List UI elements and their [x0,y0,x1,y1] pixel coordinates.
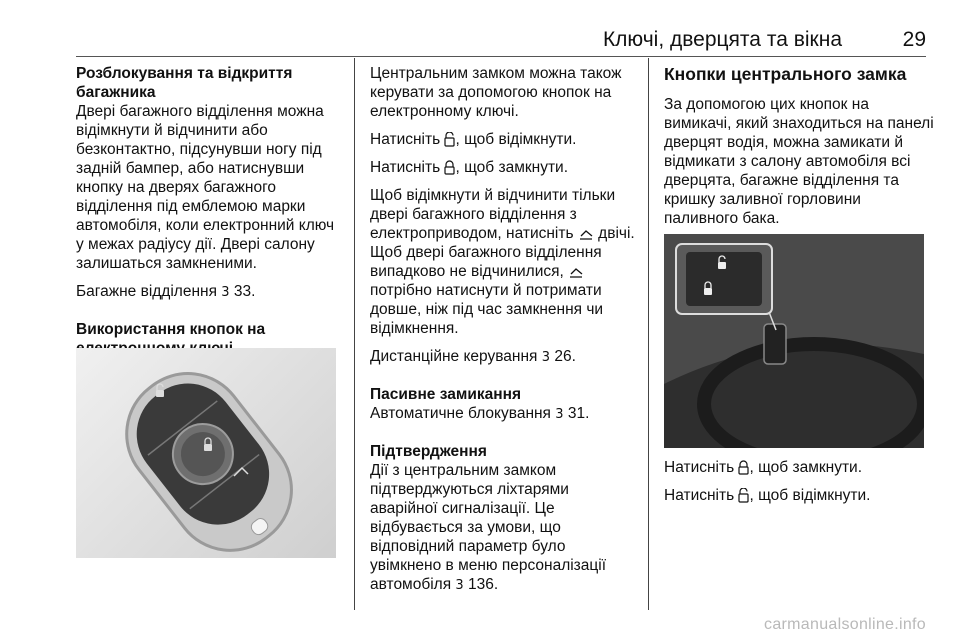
press-text: Натисніть [664,487,735,504]
paragraph-unlock [370,130,638,149]
ref-page: 31. [567,405,590,422]
paragraph-lock [370,158,638,177]
paragraph-confirmation [370,461,638,595]
paragraph-tailgate-ref [76,282,346,302]
tailgate-text-b: двічі. Щоб двері багажного відділення випадково не відчинилися, [370,225,635,280]
padlock-open-icon [738,488,749,503]
door-switch-figure [664,234,924,448]
press-text: Натисніть [370,131,441,148]
column-3 [664,64,934,237]
heading-central-lock-buttons: Кнопки центрального замка [664,64,907,84]
tailgate-icon [568,266,584,279]
tailgate-text-a: Щоб відімкнути й відчинити тільки двері багажного відділення з електроприводом, натисніть [370,187,616,242]
ref-arrow-icon: 3 [555,407,564,422]
heading-key-buttons: Використання кнопок на [76,321,266,338]
key-fob-figure [76,348,336,558]
unlock-text: , щоб відімкнути. [455,131,577,148]
ref-text: Дистанційне керування [370,348,538,365]
header-rule [76,56,926,57]
paragraph-key-intro: Центральним замком можна також керувати за допомогою кнопок на електронному ключі. [370,65,622,120]
ref-page: 33. [233,283,256,300]
page-header [0,0,960,58]
press-text: Натисніть [664,459,735,476]
ref-text: Автоматичне блокування [370,405,551,422]
unlock-text: , щоб відімкнути. [749,487,871,504]
paragraph-remote-ref [370,347,638,367]
padlock-closed-icon [444,160,455,175]
paragraph-central-lock: За допомогою цих кнопок на вимикачі, який знаходиться на панелі дверцят водія, можна замикати й відмикати з салону автомобіля всі дверцята, багажне відділення та кришку заливної горловини паливного бака. [664,96,934,227]
heading-tailgate-unlock: Розблокування та відкриття багажника [76,65,293,101]
heading-confirmation: Підтвердження [370,443,487,460]
tailgate-text-c: потрібно натиснути й потримати довше, ніж під час замкнення чи відімкнення. [370,282,604,337]
column-2 [370,64,638,604]
confirmation-text: Дії з центральним замком підтверджуються ліхтарями аварійної сигналізації. Це відбувається за умови, що відповідний параметр було увімкнено в меню персоналізації автомобіля [370,462,607,593]
door-switch-illustration [664,234,924,448]
paragraph-unlock [664,486,934,505]
padlock-open-icon [444,132,455,147]
column-divider-2 [648,58,649,610]
ref-page: 26. [554,348,576,365]
key-fob-illustration [76,348,336,558]
ref-arrow-icon: 3 [541,350,551,365]
tailgate-icon [578,228,594,241]
watermark: carmanualsonline.info [764,616,926,633]
lock-text: , щоб замкнути. [749,459,863,476]
ref-text: Багажне відділення [76,283,217,300]
chapter-title: Ключі, дверцята та вікна [602,28,842,51]
paragraph-tailgate-unlock: Двері багажного відділення можна відімкнути й відчинити або безконтактно, підсунувши ногу під задній бампер, або натиснувши кнопку на дверях багажного відділення під емблемою марки автомобіля, коли електронний ключ у межах радіусу дії. Двері салону залишаться замкненими. [76,103,335,272]
paragraph-autolock-ref [370,404,638,424]
column-3-lower [664,458,934,514]
heading-passive-lock: Пасивне замикання [370,386,521,403]
column-divider-1 [354,58,355,610]
padlock-closed-icon [738,460,749,475]
paragraph-lock [664,458,934,477]
page-number: 29 [902,28,926,51]
column-1 [76,64,346,358]
lock-text: , щоб замкнути. [455,159,569,176]
ref-arrow-icon: 3 [455,578,464,593]
ref-arrow-icon: 3 [221,285,230,300]
press-text: Натисніть [370,159,441,176]
ref-page: 136. [468,576,499,593]
paragraph-tailgate-button [370,186,638,338]
